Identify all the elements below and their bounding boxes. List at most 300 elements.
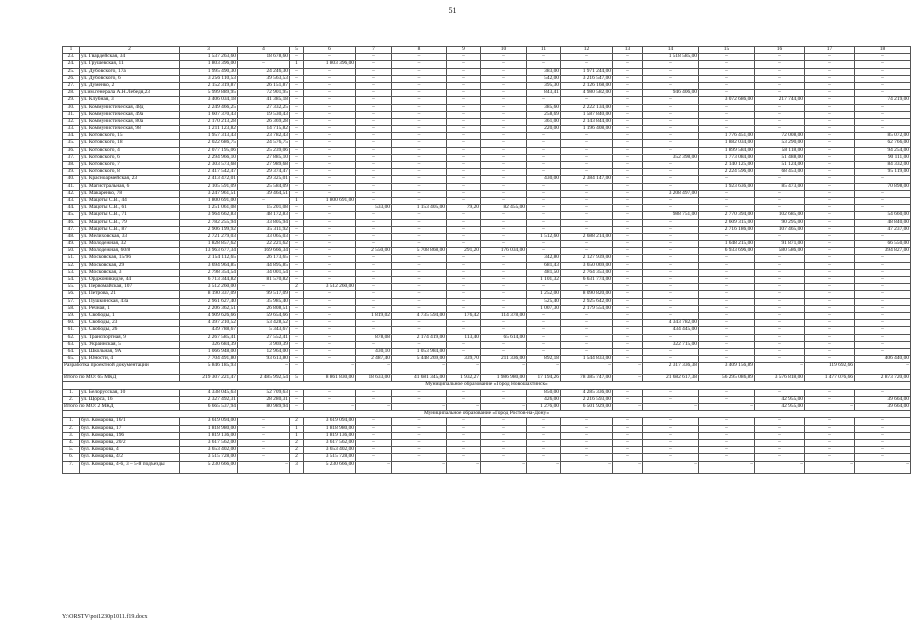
- section-heading-row: [63, 411, 911, 418]
- table-cell: 394 827,00: [855, 248, 911, 255]
- table-cell: –: [855, 82, 911, 89]
- table-cell: 1 800 691,00: [180, 197, 238, 204]
- table-cell: –: [481, 269, 527, 276]
- table-cell: –: [481, 169, 527, 176]
- table-cell: –: [290, 118, 304, 125]
- table-cell: –: [481, 162, 527, 169]
- table-cell: 6 631 774,00: [561, 277, 613, 284]
- table-cell: –: [447, 389, 481, 396]
- address-cell: бул. Комарова, 4: [80, 447, 180, 454]
- table-cell: 5 230 666,00: [304, 461, 356, 473]
- column-number-header: 5: [290, 47, 304, 54]
- table-cell: 1 477 076,66: [805, 375, 855, 382]
- table-cell: 24 576,75: [238, 140, 290, 147]
- address-cell: бул. Комарова, 17: [80, 425, 180, 432]
- table-cell: 6 665 537,94: [180, 404, 238, 411]
- table-cell: –: [447, 404, 481, 411]
- table-cell: –: [855, 348, 911, 355]
- table-cell: –: [613, 212, 643, 219]
- table-cell: –: [447, 197, 481, 204]
- table-cell: –: [643, 226, 699, 233]
- table-cell: 342,80: [527, 255, 561, 262]
- table-cell: 79,20: [447, 205, 481, 212]
- table-cell: 56 295 086,89: [699, 375, 755, 382]
- design-docs-row: [63, 363, 911, 375]
- table-cell: 3 650 069,00: [561, 262, 613, 269]
- table-cell: –: [356, 396, 392, 403]
- table-cell: –: [613, 61, 643, 68]
- table-cell: –: [643, 389, 699, 396]
- table-cell: –: [290, 320, 304, 327]
- address-cell: ул. Белорусская, 10: [80, 389, 180, 396]
- table-cell: 3 216 547,00: [561, 75, 613, 82]
- row-number: 7.: [63, 461, 80, 473]
- table-cell: –: [755, 126, 805, 133]
- table-cell: –: [805, 82, 855, 89]
- table-cell: –: [613, 154, 643, 161]
- table-cell: 39 464,51: [238, 190, 290, 197]
- table-cell: –: [855, 233, 911, 240]
- table-cell: 2: [290, 284, 304, 291]
- table-cell: –: [356, 447, 392, 454]
- row-number: 55.: [63, 284, 80, 291]
- table-row: [63, 327, 911, 334]
- table-cell: –: [613, 75, 643, 82]
- table-cell: –: [805, 147, 855, 154]
- table-row: [63, 334, 911, 341]
- row-number: 25.: [63, 68, 80, 75]
- table-cell: 14 715,82: [238, 126, 290, 133]
- row-number: 63.: [63, 341, 80, 348]
- table-cell: –: [643, 269, 699, 276]
- table-cell: –: [755, 291, 805, 298]
- table-cell: –: [561, 219, 613, 226]
- row-number: 32.: [63, 118, 80, 125]
- table-cell: –: [613, 348, 643, 355]
- table-cell: –: [855, 255, 911, 262]
- table-cell: –: [356, 327, 392, 334]
- table-cell: 1 899 584,00: [699, 147, 755, 154]
- table-cell: –: [392, 183, 447, 190]
- table-cell: –: [613, 341, 643, 348]
- table-cell: 4 397 210,52: [180, 320, 238, 327]
- table-cell: –: [561, 162, 613, 169]
- address-cell: бул. Комарова, 4-б, 3 – 5-й подъезды: [80, 461, 180, 473]
- table-cell: 80 989,94: [238, 404, 290, 411]
- table-cell: 3 969,39: [238, 341, 290, 348]
- table-cell: –: [699, 126, 755, 133]
- table-cell: –: [392, 327, 447, 334]
- table-cell: –: [356, 404, 392, 411]
- address-cell: ул. Мацоты С.В., 87: [80, 226, 180, 233]
- table-row: [63, 255, 911, 262]
- address-cell: ул. Дубовского, 6: [80, 75, 180, 82]
- table-cell: –: [481, 154, 527, 161]
- table-cell: –: [699, 404, 755, 411]
- table-cell: –: [290, 291, 304, 298]
- table-cell: –: [290, 389, 304, 396]
- table-cell: 322 715,00: [643, 341, 699, 348]
- table-cell: –: [447, 190, 481, 197]
- address-cell: ул. Коммунистическая, 48д: [80, 104, 180, 111]
- table-cell: –: [304, 248, 356, 255]
- table-cell: –: [755, 320, 805, 327]
- table-cell: –: [447, 75, 481, 82]
- page-number: 51: [448, 6, 457, 15]
- column-number-header: 13: [613, 47, 643, 54]
- table-cell: –: [392, 104, 447, 111]
- table-cell: 3 256 110,53: [180, 75, 238, 82]
- table-cell: –: [643, 183, 699, 190]
- table-cell: –: [699, 197, 755, 204]
- table-cell: 8 090 820,00: [561, 291, 613, 298]
- table-cell: –: [561, 205, 613, 212]
- row-number: 34.: [63, 133, 80, 140]
- table-cell: –: [304, 205, 356, 212]
- table-cell: –: [855, 461, 911, 473]
- table-cell: –: [755, 418, 805, 425]
- table-cell: –: [855, 454, 911, 461]
- table-cell: –: [481, 90, 527, 97]
- table-cell: –: [527, 190, 561, 197]
- table-cell: 3 512 260,00: [180, 284, 238, 291]
- table-cell: –: [699, 356, 755, 363]
- table-cell: –: [643, 82, 699, 89]
- table-cell: –: [392, 212, 447, 219]
- table-row: [63, 104, 911, 111]
- table-cell: –: [481, 183, 527, 190]
- table-cell: –: [755, 255, 805, 262]
- address-cell: ул. Свободы, 23: [80, 320, 180, 327]
- table-row: [63, 284, 911, 291]
- table-cell: –: [855, 432, 911, 439]
- table-cell: –: [356, 75, 392, 82]
- table-row: [63, 82, 911, 89]
- table-cell: –: [755, 197, 805, 204]
- table-cell: –: [855, 447, 911, 454]
- address-cell: ул. Грушевская, 11: [80, 61, 180, 68]
- table-cell: –: [290, 327, 304, 334]
- table-cell: 217 744,00: [755, 97, 805, 104]
- table-cell: –: [481, 190, 527, 197]
- table-cell: –: [643, 97, 699, 104]
- table-cell: –: [392, 341, 447, 348]
- table-cell: 2 249 466,25: [180, 104, 238, 111]
- address-cell: ул. Пушкинская, 43а: [80, 298, 180, 305]
- table-cell: –: [805, 219, 855, 226]
- row-number: 50.: [63, 248, 80, 255]
- table-cell: –: [304, 90, 356, 97]
- column-number-header: 11: [527, 47, 561, 54]
- table-cell: 27 989,68: [238, 162, 290, 169]
- table-cell: –: [755, 439, 805, 446]
- table-cell: 2 154 112,65: [180, 255, 238, 262]
- table-cell: –: [561, 212, 613, 219]
- table-cell: 90 295,00: [755, 219, 805, 226]
- row-number: 38.: [63, 162, 80, 169]
- table-cell: –: [855, 68, 911, 75]
- table-cell: –: [290, 162, 304, 169]
- table-cell: –: [613, 375, 643, 382]
- table-cell: –: [855, 298, 911, 305]
- table-cell: –: [699, 118, 755, 125]
- address-cell: ул. Гвардейская, 34: [80, 54, 180, 61]
- table-row: [63, 75, 911, 82]
- table-cell: –: [643, 284, 699, 291]
- table-cell: –: [304, 219, 356, 226]
- table-cell: –: [643, 219, 699, 226]
- table-cell: –: [561, 334, 613, 341]
- table-cell: –: [613, 219, 643, 226]
- column-number-header: 16: [755, 47, 805, 54]
- table-cell: –: [356, 111, 392, 118]
- table-cell: 2 327 492,31: [180, 396, 238, 403]
- table-cell: –: [238, 439, 290, 446]
- table-cell: –: [805, 341, 855, 348]
- table-cell: 78 385 747,00: [561, 375, 613, 382]
- table-cell: –: [643, 461, 699, 473]
- table-cell: 12 964,00: [238, 348, 290, 355]
- table-cell: –: [855, 176, 911, 183]
- row-number: 56.: [63, 291, 80, 298]
- table-cell: –: [805, 284, 855, 291]
- table-cell: 2 152 319,87: [180, 82, 238, 89]
- table-cell: –: [643, 233, 699, 240]
- table-cell: –: [304, 68, 356, 75]
- table-cell: –: [561, 327, 613, 334]
- table-cell: –: [613, 140, 643, 147]
- table-cell: 1 800 691,00: [304, 197, 356, 204]
- table-cell: 2 764 353,00: [561, 269, 613, 276]
- table-cell: 2 317 336,38: [643, 363, 699, 375]
- table-cell: –: [561, 284, 613, 291]
- table-cell: 1: [290, 425, 304, 432]
- table-cell: –: [561, 133, 613, 140]
- table-cell: 1 971 244,00: [561, 68, 613, 75]
- table-cell: –: [392, 255, 447, 262]
- table-cell: 1 818 980,00: [180, 425, 238, 432]
- table-cell: –: [561, 183, 613, 190]
- table-cell: –: [643, 176, 699, 183]
- table-cell: –: [447, 118, 481, 125]
- table-cell: –: [643, 447, 699, 454]
- table-cell: 1 803 396,00: [180, 61, 238, 68]
- table-cell: –: [613, 396, 643, 403]
- table-cell: –: [527, 248, 561, 255]
- table-cell: 23 782,43: [238, 133, 290, 140]
- table-cell: –: [755, 447, 805, 454]
- table-cell: –: [561, 348, 613, 355]
- table-cell: –: [356, 97, 392, 104]
- table-cell: –: [304, 363, 356, 375]
- row-number: 51.: [63, 255, 80, 262]
- table-cell: –: [481, 176, 527, 183]
- table-cell: 1 819 136,00: [304, 432, 356, 439]
- row-number: 48.: [63, 233, 80, 240]
- table-cell: –: [304, 147, 356, 154]
- table-cell: –: [481, 418, 527, 425]
- table-cell: –: [805, 320, 855, 327]
- table-cell: 339,70: [447, 356, 481, 363]
- table-cell: 2 417 542,47: [180, 169, 238, 176]
- table-cell: 2 077 195,06: [180, 147, 238, 154]
- table-cell: –: [447, 439, 481, 446]
- table-cell: –: [613, 205, 643, 212]
- table-cell: 1 648 215,00: [699, 241, 755, 248]
- table-cell: 26 808,51: [238, 305, 290, 312]
- table-cell: –: [613, 97, 643, 104]
- table-cell: 2 303 573,68: [180, 162, 238, 169]
- address-cell: ул. Молодежная, 32: [80, 241, 180, 248]
- column-number-header: 18: [855, 47, 911, 54]
- address-cell: ул. Котовского, 7: [80, 162, 180, 169]
- table-cell: –: [392, 461, 447, 473]
- table-cell: –: [805, 327, 855, 334]
- table-cell: –: [481, 147, 527, 154]
- table-cell: –: [290, 104, 304, 111]
- table-cell: –: [699, 255, 755, 262]
- table-cell: –: [304, 133, 356, 140]
- table-cell: 2 222 134,00: [561, 104, 613, 111]
- table-cell: –: [392, 396, 447, 403]
- table-cell: –: [238, 418, 290, 425]
- table-cell: –: [356, 190, 392, 197]
- table-cell: –: [356, 147, 392, 154]
- column-number-header: 14: [643, 47, 699, 54]
- table-cell: 82 455,00: [481, 205, 527, 212]
- table-cell: –: [447, 432, 481, 439]
- table-cell: –: [304, 97, 356, 104]
- table-cell: 430,10: [356, 348, 392, 355]
- table-cell: 1 544 833,00: [561, 356, 613, 363]
- address-cell: ул.им.генерала А.Н.Лебедя,23: [80, 90, 180, 97]
- table-cell: –: [755, 277, 805, 284]
- row-number: 54.: [63, 277, 80, 284]
- table-cell: –: [392, 147, 447, 154]
- table-cell: 54 660,00: [855, 212, 911, 219]
- table-cell: –: [304, 356, 356, 363]
- column-number-header: 6: [304, 47, 356, 54]
- table-cell: –: [392, 111, 447, 118]
- table-cell: –: [447, 133, 481, 140]
- table-cell: –: [290, 277, 304, 284]
- table-cell: –: [613, 262, 643, 269]
- table-cell: –: [755, 262, 805, 269]
- table-cell: 892,18: [527, 356, 561, 363]
- row-number: 6.: [63, 454, 80, 461]
- table-cell: 1 803 396,00: [304, 61, 356, 68]
- table-cell: –: [527, 312, 561, 319]
- table-cell: –: [447, 396, 481, 403]
- table-cell: –: [699, 111, 755, 118]
- table-cell: 2 179 554,00: [561, 305, 613, 312]
- table-cell: –: [447, 183, 481, 190]
- table-cell: 19 530,43: [238, 111, 290, 118]
- table-cell: 176 034,00: [481, 248, 527, 255]
- table-cell: 5: [290, 375, 304, 382]
- table-cell: –: [755, 389, 805, 396]
- table-cell: –: [643, 277, 699, 284]
- table-cell: –: [805, 54, 855, 61]
- table-cell: –: [805, 425, 855, 432]
- column-number-row: [63, 47, 911, 54]
- table-cell: 65 614,00: [481, 334, 527, 341]
- table-cell: –: [290, 312, 304, 319]
- table-cell: 2: [290, 454, 304, 461]
- table-cell: 35 985,40: [238, 298, 290, 305]
- row-label: Итого по МО: 2 МКД: [63, 404, 180, 411]
- table-cell: –: [643, 197, 699, 204]
- table-cell: –: [356, 389, 392, 396]
- table-cell: –: [481, 118, 527, 125]
- table-cell: –: [238, 461, 290, 473]
- table-cell: 7 704 491,80: [180, 356, 238, 363]
- table-cell: 84 332,00: [855, 162, 911, 169]
- table-cell: –: [699, 439, 755, 446]
- table-cell: –: [613, 197, 643, 204]
- table-cell: 107 465,00: [755, 226, 805, 233]
- table-cell: 1 828 857,62: [180, 241, 238, 248]
- table-cell: –: [613, 104, 643, 111]
- table-cell: –: [755, 90, 805, 97]
- table-cell: 946 406,00: [643, 90, 699, 97]
- row-number: 4.: [63, 439, 80, 446]
- table-cell: –: [613, 418, 643, 425]
- table-cell: –: [755, 61, 805, 68]
- table-cell: 33 805,94: [238, 219, 290, 226]
- table-cell: –: [447, 348, 481, 355]
- table-cell: 26 369,28: [238, 118, 290, 125]
- table-cell: –: [481, 432, 527, 439]
- table-cell: –: [290, 68, 304, 75]
- table-cell: 2 609 315,00: [699, 219, 755, 226]
- table-cell: –: [805, 389, 855, 396]
- table-cell: –: [805, 356, 855, 363]
- table-cell: –: [392, 404, 447, 411]
- table-cell: –: [392, 118, 447, 125]
- table-cell: –: [805, 348, 855, 355]
- table-cell: –: [527, 327, 561, 334]
- table-cell: –: [855, 327, 911, 334]
- table-cell: –: [447, 461, 481, 473]
- table-cell: –: [699, 389, 755, 396]
- table-cell: –: [481, 461, 527, 473]
- table-cell: 385,60: [527, 104, 561, 111]
- table-cell: 2 906 199,92: [180, 226, 238, 233]
- table-cell: –: [699, 327, 755, 334]
- table-cell: 29 325,01: [238, 176, 290, 183]
- table-cell: –: [392, 154, 447, 161]
- table-cell: –: [290, 348, 304, 355]
- address-cell: ул. Свободы, 1: [80, 312, 180, 319]
- address-cell: ул. Котовского, 6: [80, 154, 180, 161]
- table-cell: –: [356, 284, 392, 291]
- table-cell: –: [356, 54, 392, 61]
- table-cell: –: [392, 68, 447, 75]
- table-cell: –: [755, 68, 805, 75]
- table-cell: 326 684,39: [180, 341, 238, 348]
- table-cell: –: [643, 255, 699, 262]
- column-number-header: 2: [80, 47, 180, 54]
- table-row: [63, 432, 911, 439]
- table-cell: 1 773 084,00: [699, 154, 755, 161]
- row-number: 28.: [63, 90, 80, 97]
- table-cell: –: [613, 363, 643, 375]
- table-cell: –: [755, 176, 805, 183]
- table-cell: –: [613, 133, 643, 140]
- row-number: 57.: [63, 298, 80, 305]
- table-cell: –: [699, 54, 755, 61]
